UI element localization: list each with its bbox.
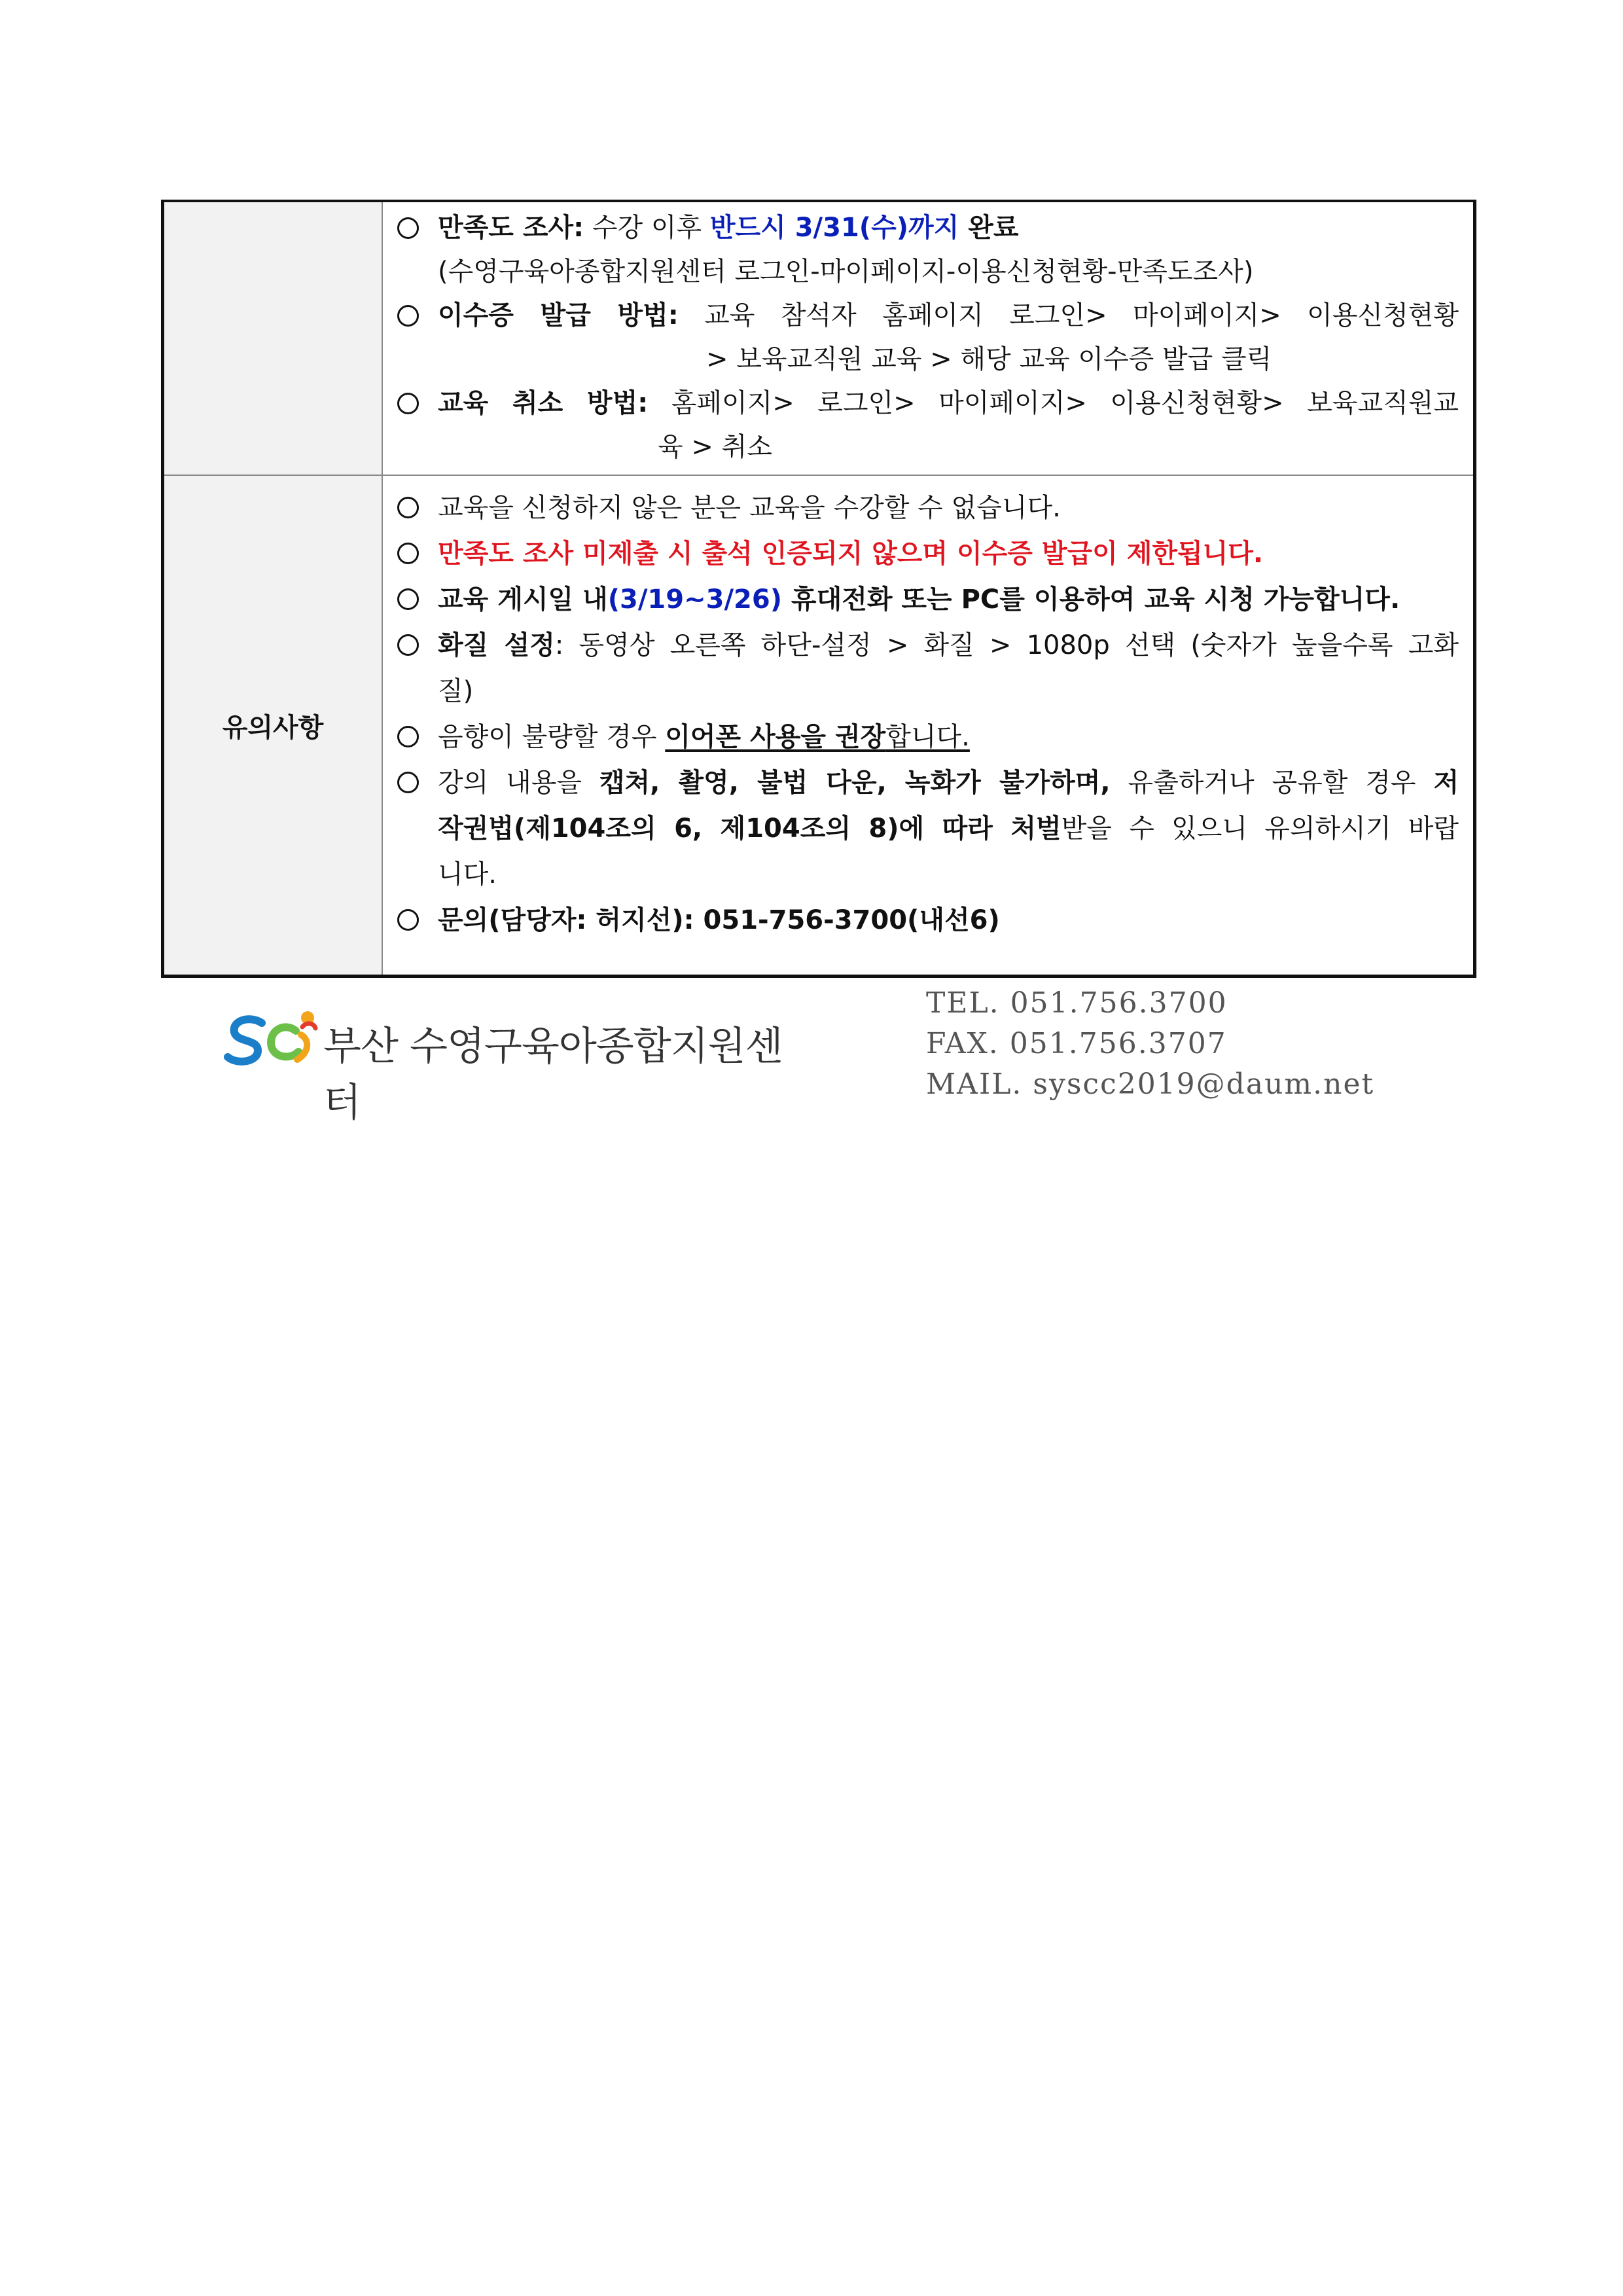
fax-text: FAX. 051.756.3707: [926, 1027, 1227, 1060]
row-content: [382, 475, 1475, 977]
list-item: 문의(담당자: 허지선): 051-756-3700(내선6): [397, 897, 1459, 943]
circle-bullet-icon: [397, 772, 419, 793]
circle-bullet-icon: [397, 909, 419, 931]
circle-bullet-icon: [397, 393, 419, 414]
list-item: 만족도 조사 미제출 시 출석 인증되지 않으며 이수증 발급이 제한됩니다.: [397, 531, 1459, 577]
list-item: 이수증 발급 방법: 교육 참석자 홈페이지 로그인> 마이페이지> 이용신청현황 > 보육교직원 교육 > 해당 교육 이수증 발급 클릭: [397, 294, 1459, 382]
row-label: 유의사항: [163, 475, 383, 977]
circle-bullet-icon: [397, 217, 419, 239]
list-item: 만족도 조사: 수강 이후 반드시 3/31(수)까지 완료 (수영구육아종합지원센터 로그인-마이페이지-이용신청현황-만족도조사): [397, 206, 1459, 294]
table-row: [163, 201, 1475, 475]
logo-text: 부산 수영구육아종합지원센터: [323, 1024, 783, 1126]
info-table: [161, 200, 1476, 978]
list-item: 화질 설정: 동영상 오른쪽 하단-설정 > 화질 > 1080p 선택 (숫자가 높을수록 고화 질): [397, 622, 1459, 714]
center-logo: [224, 1005, 813, 1126]
list-item: 강의 내용을 캡쳐, 촬영, 불법 다운, 녹화가 불가하며, 유출하거나 공유할 경우 저 작권법(제104조의 6, 제104조의 8)에 따라 처벌받을 수 있으니 유의하시기 바랍 니다.: [397, 760, 1459, 897]
list-item: 교육을 신청하지 않은 분은 교육을 수강할 수 없습니다.: [397, 485, 1459, 531]
list-item: 음향이 불량할 경우 이어폰 사용을 권장합니다.: [397, 714, 1459, 760]
circle-bullet-icon: [397, 726, 419, 747]
table-row: [163, 475, 1475, 977]
sc-logo-icon: [224, 1005, 322, 1070]
circle-bullet-icon: [397, 588, 419, 610]
circle-bullet-icon: [397, 305, 419, 327]
list-item: 교육 취소 방법: 홈페이지> 로그인> 마이페이지> 이용신청현황> 보육교직원교 육 > 취소: [397, 382, 1459, 469]
circle-bullet-icon: [397, 543, 419, 564]
mail-text: MAIL. syscc2019@daum.net: [926, 1067, 1375, 1101]
circle-bullet-icon: [397, 497, 419, 518]
circle-bullet-icon: [397, 634, 419, 656]
tel-text: TEL. 051.756.3700: [926, 986, 1228, 1020]
row-content: [382, 201, 1475, 475]
row-label: [163, 201, 383, 475]
contact-block: [926, 983, 1374, 1105]
list-item: 교육 게시일 내(3/19~3/26) 휴대전화 또는 PC를 이용하여 교육 시청 가능합니다.: [397, 577, 1459, 622]
